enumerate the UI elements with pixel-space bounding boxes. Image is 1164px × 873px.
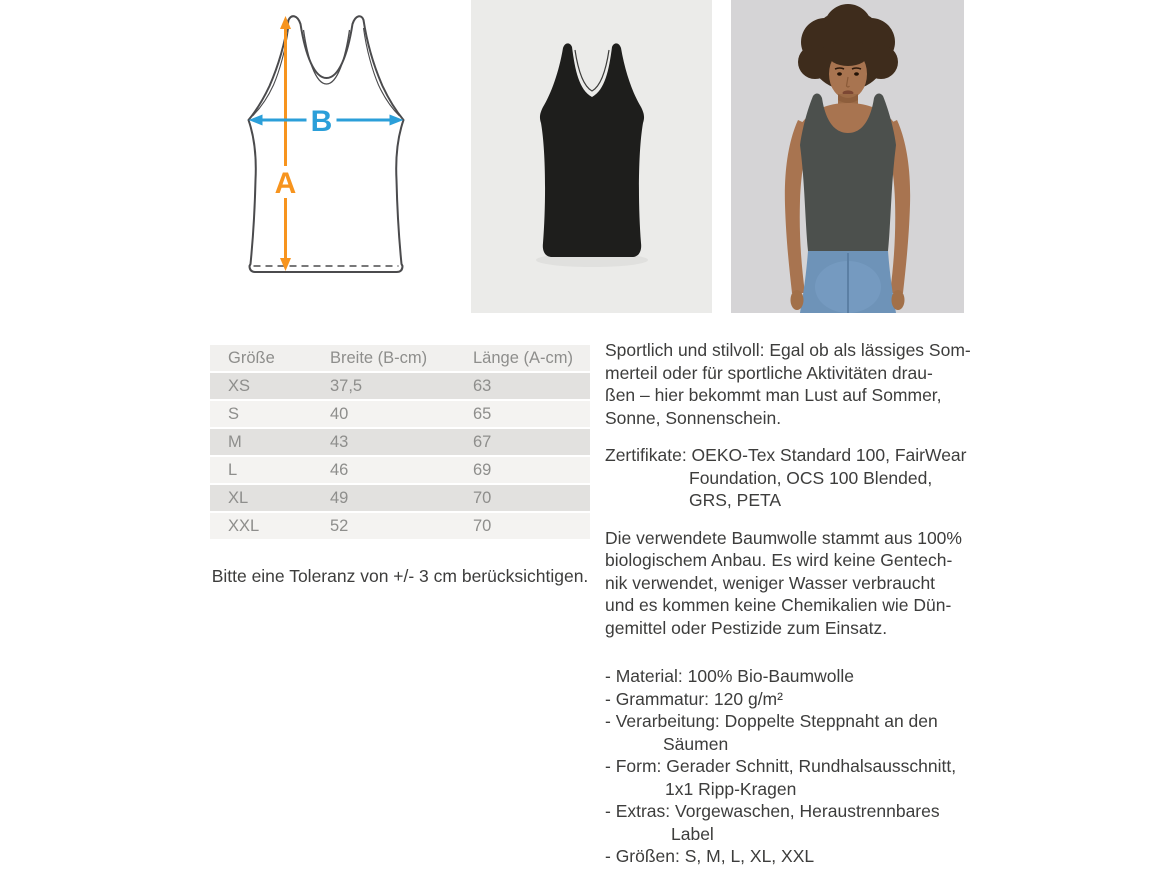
intro-paragraph (605, 339, 1000, 429)
table-row (210, 513, 590, 541)
cell-size: M (210, 429, 330, 457)
cell-size: S (210, 401, 330, 429)
text-line: Zertifikate: OEKO-Tex Standard 100, FairWear (605, 445, 967, 465)
model-wearing-tank-top-photo (731, 0, 964, 313)
cell-breite: 43 (330, 429, 473, 457)
product-photo-flat[interactable] (471, 0, 712, 313)
product-description (605, 339, 1000, 868)
cell-laenge: 69 (473, 457, 590, 485)
size-table (210, 345, 590, 541)
list-item-continuation: Säumen (663, 733, 729, 754)
cell-laenge: 63 (473, 373, 590, 401)
text-line: Sonne, Sonnenschein. (605, 407, 782, 428)
size-table-header-row (210, 345, 590, 373)
list-item-continuation: 1x1 Ripp-Kragen (665, 778, 797, 799)
text-line: Die verwendete Baumwolle stammt aus 100% (605, 527, 962, 548)
header-size: Größe (210, 345, 330, 373)
cell-laenge: 70 (473, 485, 590, 513)
text-line: Sportlich und stilvoll: Egal ob als lässiges Som- (605, 340, 971, 360)
table-row (210, 485, 590, 513)
model-jeans (800, 251, 896, 313)
cotton-paragraph (605, 527, 1000, 640)
text-line: biologischem Anbau. Es wird keine Gentech- (605, 550, 953, 570)
cell-size: XS (210, 373, 330, 401)
table-row (210, 429, 590, 457)
list-item: - Größen: S, M, L, XL, XXL (605, 846, 815, 866)
model-left-hand (791, 290, 804, 310)
table-row (210, 457, 590, 485)
cell-breite: 37,5 (330, 373, 473, 401)
text-line: nik verwendet, weniger Wasser verbraucht (605, 572, 936, 593)
text-line: GRS, PETA (689, 490, 782, 510)
header-length: Länge (A-cm) (473, 345, 590, 373)
cell-size: XXL (210, 513, 330, 541)
cell-laenge: 65 (473, 401, 590, 429)
product-photo-model[interactable] (731, 0, 964, 313)
size-diagram-image[interactable] (242, 8, 410, 293)
tank-top-outline-drawing (242, 8, 410, 293)
certificates-paragraph (605, 444, 1000, 512)
list-item: - Form: Gerader Schnitt, Rundhalsausschnitt, (605, 756, 957, 776)
cell-size: L (210, 457, 330, 485)
text-line: gemittel oder Pestizide zum Einsatz. (605, 617, 888, 638)
black-tank-top-photo (471, 0, 712, 313)
list-item-continuation: Label (671, 823, 714, 844)
length-label-a: A (274, 167, 297, 200)
list-item: - Grammatur: 120 g/m² (605, 688, 783, 709)
header-width: Breite (B-cm) (330, 345, 473, 373)
model-right-hand (892, 290, 905, 310)
text-line: Foundation, OCS 100 Blended, (689, 467, 933, 488)
tank-silhouette (249, 16, 404, 272)
text-line: merteil oder für sportliche Aktivitäten drau- (605, 362, 933, 383)
cell-breite: 40 (330, 401, 473, 429)
cell-laenge: 67 (473, 429, 590, 457)
width-label-b: B (310, 105, 333, 138)
list-item: - Extras: Vorgewaschen, Heraustrennbares (605, 801, 940, 821)
cell-laenge: 70 (473, 513, 590, 541)
cell-size: XL (210, 485, 330, 513)
text-line: ßen – hier bekommt man Lust auf Sommer, (605, 385, 942, 405)
cell-breite: 52 (330, 513, 473, 541)
table-row (210, 373, 590, 401)
text-line: und es kommen keine Chemikalien wie Dün- (605, 595, 952, 615)
table-row (210, 401, 590, 429)
tolerance-note: Bitte eine Toleranz von +/- 3 cm berücksichtigen. (211, 566, 589, 586)
cell-breite: 46 (330, 457, 473, 485)
list-item: - Material: 100% Bio-Baumwolle (605, 666, 854, 686)
details-list (605, 665, 1000, 868)
cell-breite: 49 (330, 485, 473, 513)
list-item: - Verarbeitung: Doppelte Steppnaht an den (605, 711, 938, 731)
